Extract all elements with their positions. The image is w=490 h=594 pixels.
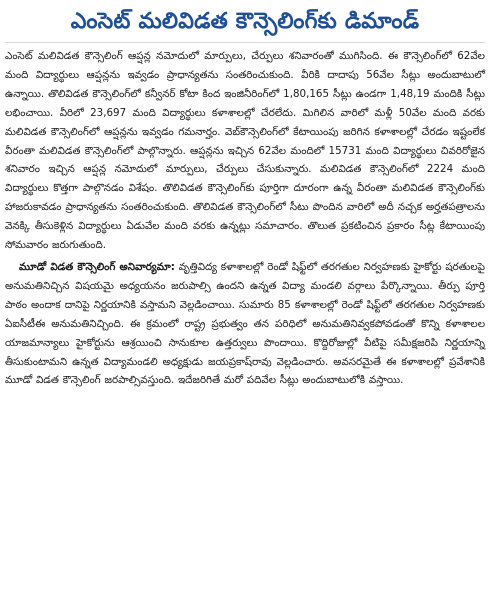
paragraph-1-text: ఎంసెట్ మలివిడత కౌన్సెలింగ్ ఆప్షన్ల నమోదులో మార్పులు, చేర్పులు శనివారంతో ముగిసింది. ఈ కౌన్సెలింగ్‌లో 62వేల మంది విద్యార్థులు ఆప్షన్లను ఇవ్వడం ప్రాధాన్యతను సంతరించుకుంది. వీరికి దాదాపు 56వేల సీట్లు అందుబాటులో ఉన్నాయి. తొలివిడత కౌన్సెలింగ్‌లో కన్వీనర్ కోటా కింద ఇంజినీరింగ్‌లో 1,80,165 సీట్లు ఉండగా 1,48,19 మందికి సీట్లు లభించాయి. వీరిలో 23,697 మంది విద్యార్థులు కళాశాలల్లో చేరలేదు. మిగిలిన వారిలో మళ్లీ 50వేల మంది వరకు మలివిడత కౌన్సెలింగ్‌లో ఆప్షన్లను ఇవ్వడం గమనార్హం. వెబ్‌కౌన్సెలింగ్‌లో కేటాయింపు జరిగిన కళాశాలల్లో చేరడం ఇష్టంలేక వీరంతా మలివిడత కౌన్సెలింగ్‌లో పాల్గొన్నారు. ఆప్షన్లను ఇచ్చిన 62వేల మందిలో 15731 మంది విద్యార్థులు చివరిరోజైన శనివారం ఇచ్చిన ఆప్షన్ల నమోదులో మార్పులు, చేర్పులు చేసుకున్నారు. మలివిడత కౌన్సెలింగ్‌లో 2224 మంది విద్యార్థులు కొత్తగా పాల్గొనడం విశేషం. తొలివిడత కౌన్సెలింగ్‌కు పూర్తిగా దూరంగా ఉన్న వీరంతా మలివిడత కౌన్సెలింగ్‌కు హాజరుకావడం ప్రాధాన్యతను సంతరించుకుంది. తొలివిడత కౌన్సెలింగ్‌లో సీటు పొందిన వారిలో అదీ నచ్చక అర్హతపత్రాలను వెనక్కి తీసుకెళ్లిన విద్యార్థులు ఏడువేల మంది వరకు ఉన్నట్లు సమాచారం. తొలుత ప్రకటించిన ప్రకారం సీట్ల కేటాయింపు సోమవారం జరుగుతుంది. xyxy=(5,50,485,252)
paragraph-2-subheading: మూడో విడత కౌన్సెలింగ్ అనివార్యమా: xyxy=(19,260,175,273)
article-headline: ఎంసెట్ మలివిడత కౌన్సెలింగ్‌కు డిమాండ్ xyxy=(70,8,420,34)
article-paragraph-2 xyxy=(5,258,485,390)
article-paragraph-1 xyxy=(5,47,485,255)
headline-container xyxy=(5,2,485,43)
paragraph-2-text: వృత్తివిద్య కళాశాలల్లో రెండో షిఫ్ట్‌లో తరగతుల నిర్వహణకు హైకోర్టు షరతులపై అనుమతినిచ్చిన విషయమై అధ్యయనం జరుపాల్సి ఉందని ఉన్నత విద్యా మండలి వర్గాలు పేర్కొన్నాయి. తీర్పు పూర్తి పాఠం అందాక దానిపై నిర్ణయానికి వస్తామని వెల్లడించాయి. సుమారు 85 కళాశాలల్లో రెండో షిఫ్ట్‌లో తరగతుల నిర్వహణకు ఏఐసీటీఈ అనుమతినిచ్చింది. ఈ క్రమంలో రాష్ట్ర ప్రభుత్వం తన పరిధిలో అనుమతినివ్వకపోవడంతో కొన్ని కళాశాలల యాజమాన్యాలు హైకోర్టును ఆశ్రయించి సానుకూల ఉత్తర్వులు పొందాయి. కొద్దిరోజుల్లో వీటిపై సమీక్షజరిపి నిర్ణయాన్ని తీసుకుంటామని ఉన్నత విద్యామండలి అధ్యక్షుడు జయప్రకాష్‌రావు వెల్లడించారు. అవసరమైతే ఈ కళాశాలల్లో ప్రవేశానికి మూడో విడత కౌన్సెలింగ్ జరపాల్సివస్తుంది. ఇదేజరిగితే మరో పదివేల సీట్లు అందుబాటులోకి వస్తాయి. xyxy=(5,260,485,387)
